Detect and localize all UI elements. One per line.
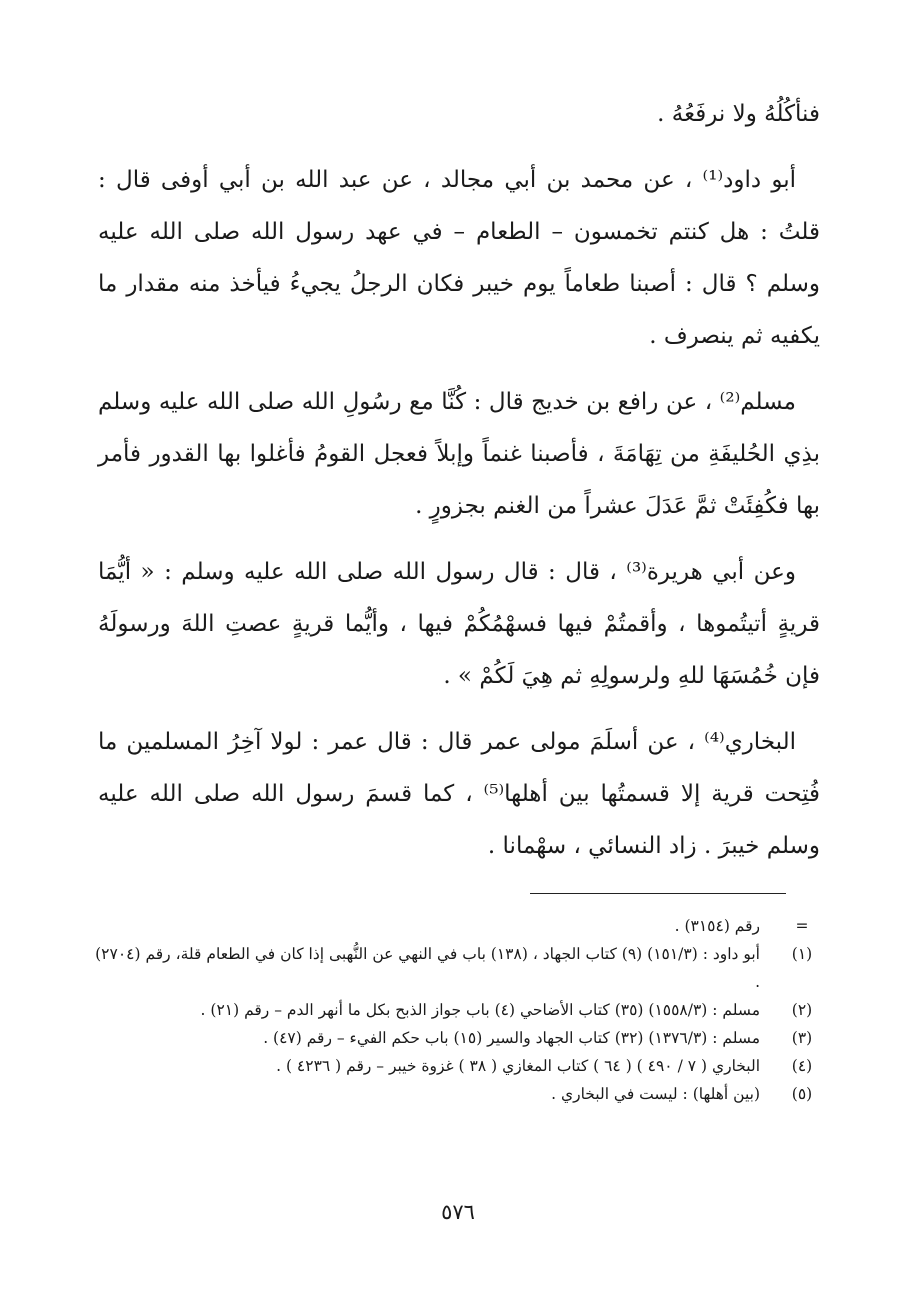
footnote-number: (٣) [791, 1029, 813, 1047]
paragraph-abu-hurairah: وعن أبي هريرة⁽³⁾ ، قال : قال رسول الله صلى الله عليه وسلم : « أيُّمَا قريةٍ أتيتُموها ، وأقمتُمْ فيها فسهْمُكُمْ فيها ، وأيُّما قريةٍ عصتِ اللهَ ورسولَهُ فإن خُمُسَهَا للهِ ولرسولِهِ ثم هِيَ لَكُمْ » . [98, 559, 820, 689]
footnote-number: (٢) [791, 1001, 813, 1019]
footnote-item [90, 1024, 820, 1052]
paragraph-muslim: مسلم⁽²⁾ ، عن رافع بن خديج قال : كُنَّا مع رسُولِ الله صلى الله عليه وسلم بذِي الحُليفَةِ من تِهَامَةَ ، فأصبنا غنماً وإبلاً فعجل القومُ فأغلوا بها القدور فأمر بها فكُفِئَتْ ثمَّ عَدَلَ عشراً من الغنم بجزورٍ . [98, 389, 820, 519]
footnote-text: مسلم : (١٣٧٦/٣) (٣٢) كتاب الجهاد والسير (١٥) باب حكم الفيء – رقم (٤٧) . [263, 1029, 760, 1047]
footnote-item [90, 940, 820, 996]
paragraph-abu-dawud: أبو داود⁽¹⁾ ، عن محمد بن أبي مجالد ، عن عبد الله بن أبي أوفى قال : قلتُ : هل كنتم تخمسون – الطعام – في عهد رسول الله صلى الله عليه وسلم ؟ قال : أصبنا طعاماً يوم خيبر فكان الرجلُ يجيءُ فيأخذ منه مقدار ما يكفيه ثم ينصرف . [98, 167, 820, 349]
main-text [98, 88, 820, 886]
footnote-text: رقم (٣١٥٤) . [674, 917, 760, 935]
footnote-number: (٤) [791, 1057, 813, 1075]
paragraph-bukhari: البخاري⁽⁴⁾ ، عن أسلَمَ مولى عمر قال : قال عمر : لولا آخِرُ المسلمين ما فُتِحت قرية إلا قسمتُها بين أهلها⁽⁵⁾ ، كما قسمَ رسول الله صلى الله عليه وسلم خيبرَ . زاد النسائي ، سهْمانا . [98, 729, 820, 859]
footnote-number: (٥) [791, 1085, 813, 1103]
footnotes [90, 912, 820, 1108]
footnote-item [90, 1052, 820, 1080]
footnote-text: مسلم : (١٥٥٨/٣) (٣٥) كتاب الأضاحي (٤) باب جواز الذبح بكل ما أنهر الدم – رقم (٢١) . [200, 1001, 760, 1019]
footnote-text: (بين أهلها) : ليست في البخاري . [551, 1085, 760, 1103]
footnote-item [90, 912, 820, 940]
paragraph-continuation: فنأكُلُهُ ولا نرفَعُهُ . [657, 101, 820, 127]
footnote-text: البخاري ( ٧ / ٤٩٠ ) ( ٦٤ ) كتاب المغازي ( ٣٨ ) غزوة خيبر – رقم ( ٤٢٣٦ ) . [276, 1057, 760, 1075]
footnote-number: = [795, 917, 809, 935]
footnote-item [90, 1080, 820, 1108]
page-number: ٥٧٦ [441, 1200, 475, 1224]
footnote-number: (١) [791, 945, 813, 963]
footnote-text: أبو داود : (١٥١/٣) (٩) كتاب الجهاد ، (١٣٨) باب في النهي عن النُّهبى إذا كان في الطعام قلة، رقم (٢٧٠٤) . [95, 945, 760, 991]
footnote-item [90, 996, 820, 1024]
footnote-divider [530, 893, 786, 894]
